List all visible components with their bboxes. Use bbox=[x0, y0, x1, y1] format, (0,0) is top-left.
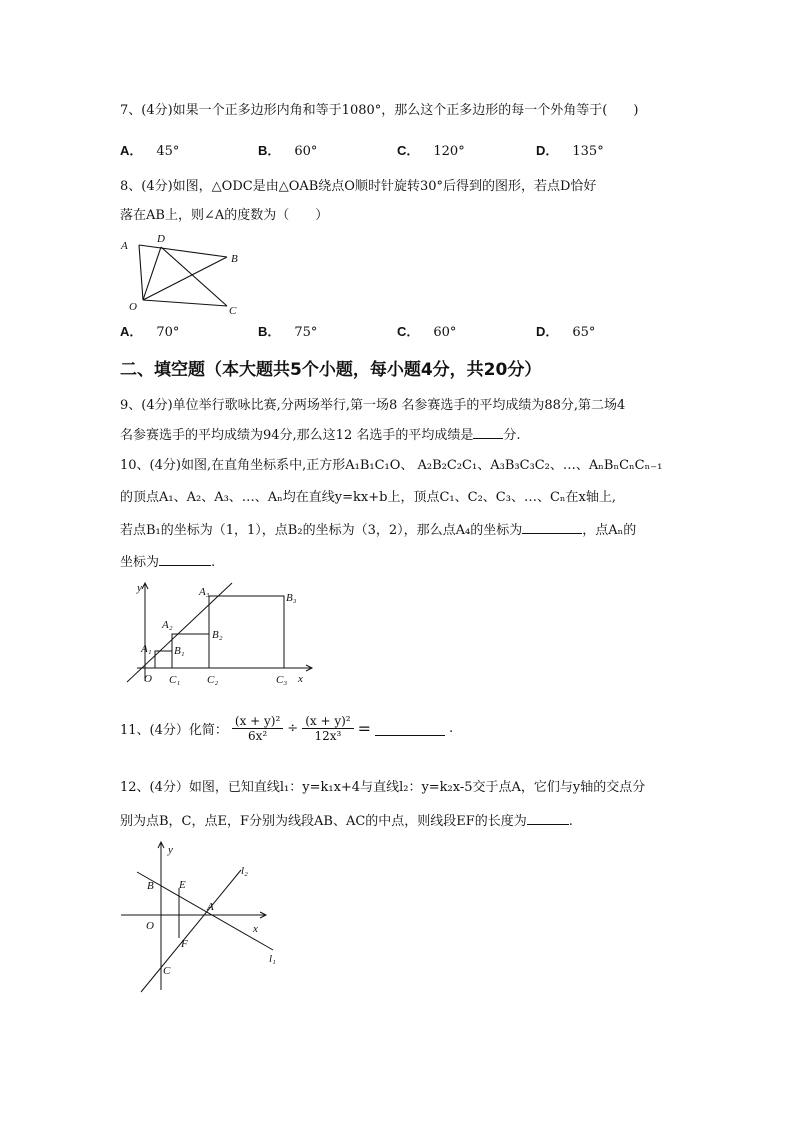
q10-line1: 10、(4分)如图,在直角坐标系中,正方形A₁B₁C₁O、 A₂B₂C₂C₁、A₃B₃C₃C₂、…、AₙBₙCₙCₙ₋₁ bbox=[120, 458, 663, 473]
q7-option-c: C． 120° bbox=[397, 143, 465, 159]
q8-option-d: D． 65° bbox=[536, 324, 596, 340]
q12-line2: 别为点B，C，点E，F分别为线段AB、AC的中点，则线段EF的长度为 . bbox=[120, 810, 573, 832]
q8-label-c: C bbox=[229, 305, 237, 315]
q12-label-l2: l₂ bbox=[241, 865, 248, 877]
section-title: 二、填空题（本大题共5个小题，每小题4分，共20分） bbox=[120, 360, 542, 380]
q7-option-b: B． 60° bbox=[258, 143, 318, 159]
q11-answer-blank[interactable] bbox=[375, 721, 445, 736]
q9-line2: 名参赛选手的平均成绩为94分,那么这12 名选手的平均成绩是 分. bbox=[120, 424, 521, 446]
q11-expression bbox=[120, 714, 453, 743]
q12-label-b: B bbox=[147, 880, 154, 892]
q7-option-d: D． 135° bbox=[536, 143, 604, 159]
q10-an-blank[interactable] bbox=[159, 551, 211, 566]
q10-label-b3: B₃ bbox=[286, 592, 297, 604]
q12-answer-blank[interactable] bbox=[527, 810, 569, 825]
q11-divide-sign: ÷ bbox=[287, 721, 299, 736]
q8-label-a: A bbox=[121, 240, 128, 252]
q8-label-b: B bbox=[231, 253, 238, 265]
q10-label-c3: C₃ bbox=[276, 674, 288, 686]
q12-label-l1: l₁ bbox=[269, 953, 276, 965]
q10-line4: 坐标为 . bbox=[120, 551, 215, 573]
q12-label-o: O bbox=[146, 920, 154, 932]
q10-axis-y: y bbox=[137, 582, 142, 594]
q12-label-a: A bbox=[207, 901, 214, 913]
q11-fraction-2: $\frac{\text{(x + y)²}}{\text{12x³}}$ bbox=[302, 714, 353, 743]
q12-label-e: E bbox=[179, 879, 186, 891]
q12-axis-y: y bbox=[168, 844, 173, 856]
q10-a4-blank[interactable] bbox=[522, 519, 582, 534]
q10-line3: 若点B₁的坐标为（1，1），点B₂的坐标为（3，2），那么点A₄的坐标为 ，点Aₙ的 bbox=[120, 519, 636, 541]
q8-figure bbox=[115, 230, 255, 315]
q9-line1: 9、(4分)单位举行歌咏比赛,分两场举行,第一场8 名参赛选手的平均成绩为88分,第二场4 bbox=[120, 398, 626, 413]
q12-label-f: F bbox=[181, 938, 188, 950]
q10-label-a1: A₁ bbox=[141, 643, 152, 655]
q12-axis-x: x bbox=[253, 923, 258, 935]
q10-label-a2: A₂ bbox=[162, 619, 173, 631]
q7-text: 7、(4分)如果一个正多边形内角和等于1080°，那么这个正多边形的每一个外角等于( ) bbox=[120, 103, 639, 118]
q7-option-a: A． 45° bbox=[120, 143, 180, 159]
q10-axis-x: x bbox=[298, 673, 303, 685]
q8-option-b: B． 75° bbox=[258, 324, 318, 340]
q12-figure bbox=[115, 840, 285, 1000]
q10-label-c2: C₂ bbox=[207, 674, 219, 686]
q10-label-o: O bbox=[144, 673, 152, 685]
q10-label-c1: C₁ bbox=[169, 674, 181, 686]
q11-suffix: . bbox=[449, 721, 454, 736]
q12-label-c: C bbox=[163, 965, 171, 977]
q10-figure bbox=[115, 578, 315, 690]
q8-line2: 落在AB上，则∠A的度数为（ ） bbox=[120, 208, 329, 223]
q8-label-o: O bbox=[129, 301, 137, 313]
q10-label-a3: A₃ bbox=[199, 586, 210, 598]
q8-label-d: D bbox=[157, 233, 165, 245]
q10-label-b2: B₂ bbox=[212, 629, 223, 641]
q8-line1: 8、(4分)如图，△ODC是由△OAB绕点O顺时针旋转30°后得到的图形，若点D恰好 bbox=[120, 179, 597, 194]
q8-option-c: C． 60° bbox=[397, 324, 457, 340]
q11-prefix: 11、(4分）化简： bbox=[120, 723, 228, 738]
q11-equals: = bbox=[357, 719, 372, 738]
q8-option-a: A． 70° bbox=[120, 324, 180, 340]
q10-label-b1: B₁ bbox=[174, 645, 185, 657]
q11-fraction-1: $\frac{\text{(x + y)²}}{\text{6x²}}$ bbox=[232, 714, 283, 743]
q9-answer-blank[interactable] bbox=[473, 424, 503, 439]
q10-line2: 的顶点A₁、A₂、A₃、…、Aₙ均在直线y=kx+b上，顶点C₁、C₂、C₃、…、Cₙ在x轴上, bbox=[120, 490, 616, 505]
q12-line1: 12、(4分）如图，已知直线l₁：y=k₁x+4与直线l₂：y=k₂x-5交于点A，它们与y轴的交点分 bbox=[120, 780, 646, 795]
